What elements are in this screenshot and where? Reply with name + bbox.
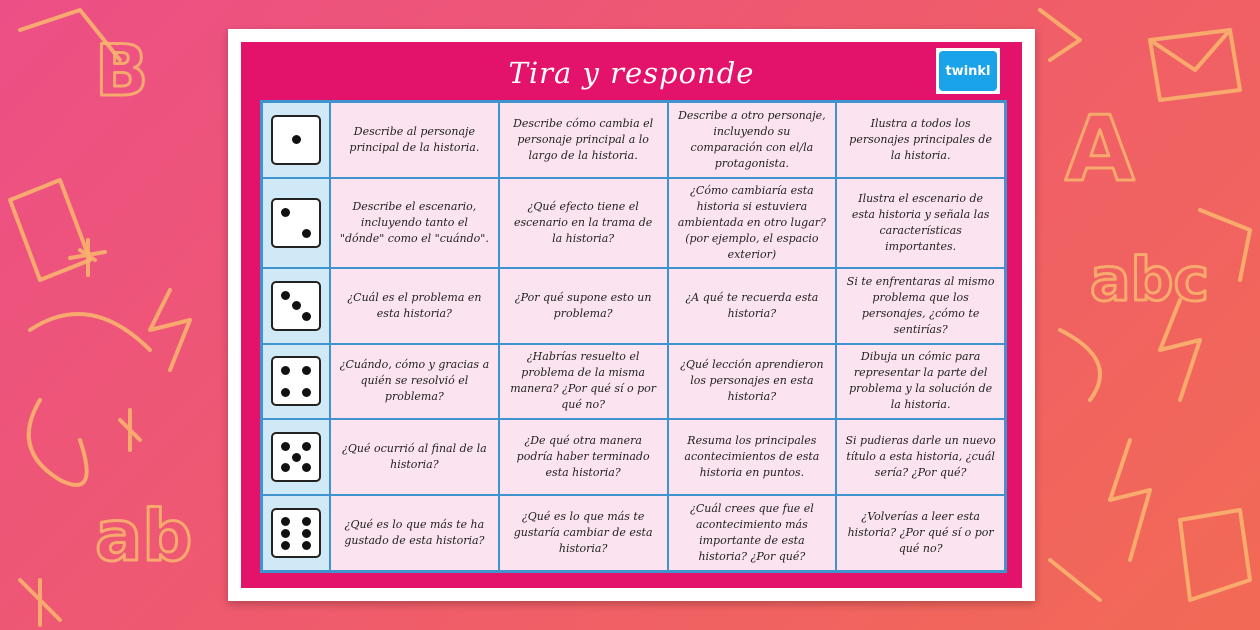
die-pip: [281, 208, 290, 217]
question-cell: [669, 269, 836, 343]
bg-letter-a: A: [1065, 97, 1135, 202]
die-pip: [302, 517, 311, 526]
question-cell: [331, 345, 498, 419]
question-cell: [669, 179, 836, 267]
dice-cell: [263, 179, 329, 267]
question-text: ¿A qué te recuerda esta historia?: [685, 290, 819, 320]
question-text: ¿Cómo cambiaría esta historia si estuviera ambientada en otro lugar? (por ejemplo, el espacio exterior): [677, 183, 826, 261]
question-board: [260, 100, 1007, 573]
question-text: Describe al personaje principal de la historia.: [349, 124, 480, 154]
logo-cloud-icon: [939, 51, 997, 91]
question-text: Describe cómo cambia el personaje principal a lo largo de la historia.: [513, 116, 654, 162]
question-text: Si te enfrentaras al mismo problema que los personajes, ¿cómo te sentirías?: [846, 274, 995, 336]
question-cell: [837, 496, 1004, 570]
question-text: Dibuja un cómic para representar la parte del problema y la solución de la historia.: [849, 350, 993, 412]
die-2-icon: [271, 198, 321, 248]
logo-text: twinkl: [945, 63, 991, 79]
bg-doodle-line-2: [1040, 10, 1080, 60]
bg-lightning-icon-2: [1160, 300, 1200, 400]
twinkl-logo: [936, 48, 1000, 94]
question-text: Describe el escenario, incluyendo tanto el "dónde" como el "cuándo".: [339, 199, 489, 245]
question-cell: [331, 103, 498, 177]
die-pip: [302, 229, 311, 238]
question-cell: [331, 420, 498, 494]
die-pip: [281, 366, 290, 375]
die-pip: [281, 442, 290, 451]
die-pip: [302, 529, 311, 538]
question-cell: [331, 179, 498, 267]
worksheet-frame: [241, 42, 1022, 588]
die-pip: [292, 135, 301, 144]
question-cell: [500, 103, 667, 177]
bg-letters-abc: abc: [1090, 245, 1210, 315]
bg-lightning-icon: [150, 290, 190, 370]
question-cell: [669, 496, 836, 570]
bg-letters-ab: ab: [95, 495, 193, 577]
dice-cell: [263, 103, 329, 177]
die-pip: [281, 541, 290, 550]
question-text: ¿Volverías a leer esta historia? ¿Por qué sí o por qué no?: [847, 510, 994, 556]
question-cell: [500, 179, 667, 267]
question-text: ¿Cuándo, cómo y gracias a quién se resolvió el problema?: [339, 358, 490, 404]
question-text: Describe a otro personaje, incluyendo su comparación con el/la protagonista.: [678, 108, 826, 170]
bg-doodle-curve: [1060, 330, 1100, 400]
bg-envelope-icon: [1150, 30, 1240, 100]
question-cell: [837, 269, 1004, 343]
worksheet-paper: [228, 29, 1035, 601]
bg-star-icon: [70, 240, 105, 275]
question-cell: [837, 103, 1004, 177]
question-cell: [500, 345, 667, 419]
question-cell: [500, 496, 667, 570]
question-cell: [669, 345, 836, 419]
question-cell: [331, 269, 498, 343]
die-pip: [292, 453, 301, 462]
dice-cell: [263, 269, 329, 343]
question-cell: [331, 496, 498, 570]
dice-cell: [263, 496, 329, 570]
question-text: ¿Qué es lo que más te gustaría cambiar de esta historia?: [513, 510, 653, 556]
die-pip: [302, 366, 311, 375]
die-pip: [281, 291, 290, 300]
die-pip: [302, 541, 311, 550]
bg-lightning-icon-3: [1110, 440, 1150, 560]
bg-notepad-icon: [10, 180, 90, 280]
bg-book-icon: [1180, 510, 1250, 600]
die-1-icon: [271, 115, 321, 165]
die-5-icon: [271, 432, 321, 482]
bg-doodle-swirl: [29, 400, 87, 485]
die-6-icon: [271, 508, 321, 558]
bg-star-icon-3: [120, 410, 140, 450]
die-pip: [281, 529, 290, 538]
die-pip: [302, 388, 311, 397]
question-cell: [500, 269, 667, 343]
question-cell: [669, 103, 836, 177]
question-text: ¿Cuál crees que fue el acontecimiento más importante de esta historia? ¿Por qué?: [689, 502, 814, 564]
question-text: Resuma los principales acontecimientos de esta historia en puntos.: [684, 434, 820, 480]
question-text: ¿Qué es lo que más te ha gustado de esta historia?: [344, 518, 485, 548]
die-pip: [281, 388, 290, 397]
dice-cell: [263, 420, 329, 494]
die-4-icon: [271, 356, 321, 406]
die-pip: [281, 463, 290, 472]
bg-star-icon-2: [20, 580, 60, 625]
question-text: ¿Qué efecto tiene el escenario en la trama de la historia?: [513, 199, 653, 245]
die-pip: [292, 301, 301, 310]
question-cell: [837, 179, 1004, 267]
question-cell: [837, 345, 1004, 419]
page-title: Tira y responde: [508, 56, 755, 90]
title-banner: [249, 46, 1014, 100]
bg-feather-icon: [30, 314, 150, 350]
question-text: Ilustra el escenario de esta historia y señala las características importantes.: [851, 191, 990, 253]
question-cell: [669, 420, 836, 494]
question-text: ¿Por qué supone esto un problema?: [514, 290, 652, 320]
die-pip: [302, 463, 311, 472]
question-text: ¿Cuál es el problema en esta historia?: [347, 290, 482, 320]
question-text: Ilustra a todos los personajes principales de la historia.: [849, 116, 992, 162]
die-3-icon: [271, 281, 321, 331]
question-text: Si pudieras darle un nuevo título a esta historia, ¿cuál sería? ¿Por qué?: [845, 434, 996, 480]
question-text: ¿Qué lección aprendieron los personajes en esta historia?: [680, 358, 824, 404]
die-pip: [302, 442, 311, 451]
bg-doodle-line-3: [1050, 560, 1100, 600]
question-cell: [500, 420, 667, 494]
question-grid: [263, 103, 1004, 570]
die-pip: [281, 517, 290, 526]
question-cell: [837, 420, 1004, 494]
question-text: ¿Qué ocurrió al final de la historia?: [342, 442, 487, 472]
dice-cell: [263, 345, 329, 419]
question-text: ¿De qué otra manera podría haber terminado esta historia?: [516, 434, 650, 480]
bg-letter-b: B: [95, 30, 149, 112]
question-text: ¿Habrías resuelto el problema de la misma manera? ¿Por qué sí o por qué no?: [510, 350, 657, 412]
die-pip: [302, 312, 311, 321]
